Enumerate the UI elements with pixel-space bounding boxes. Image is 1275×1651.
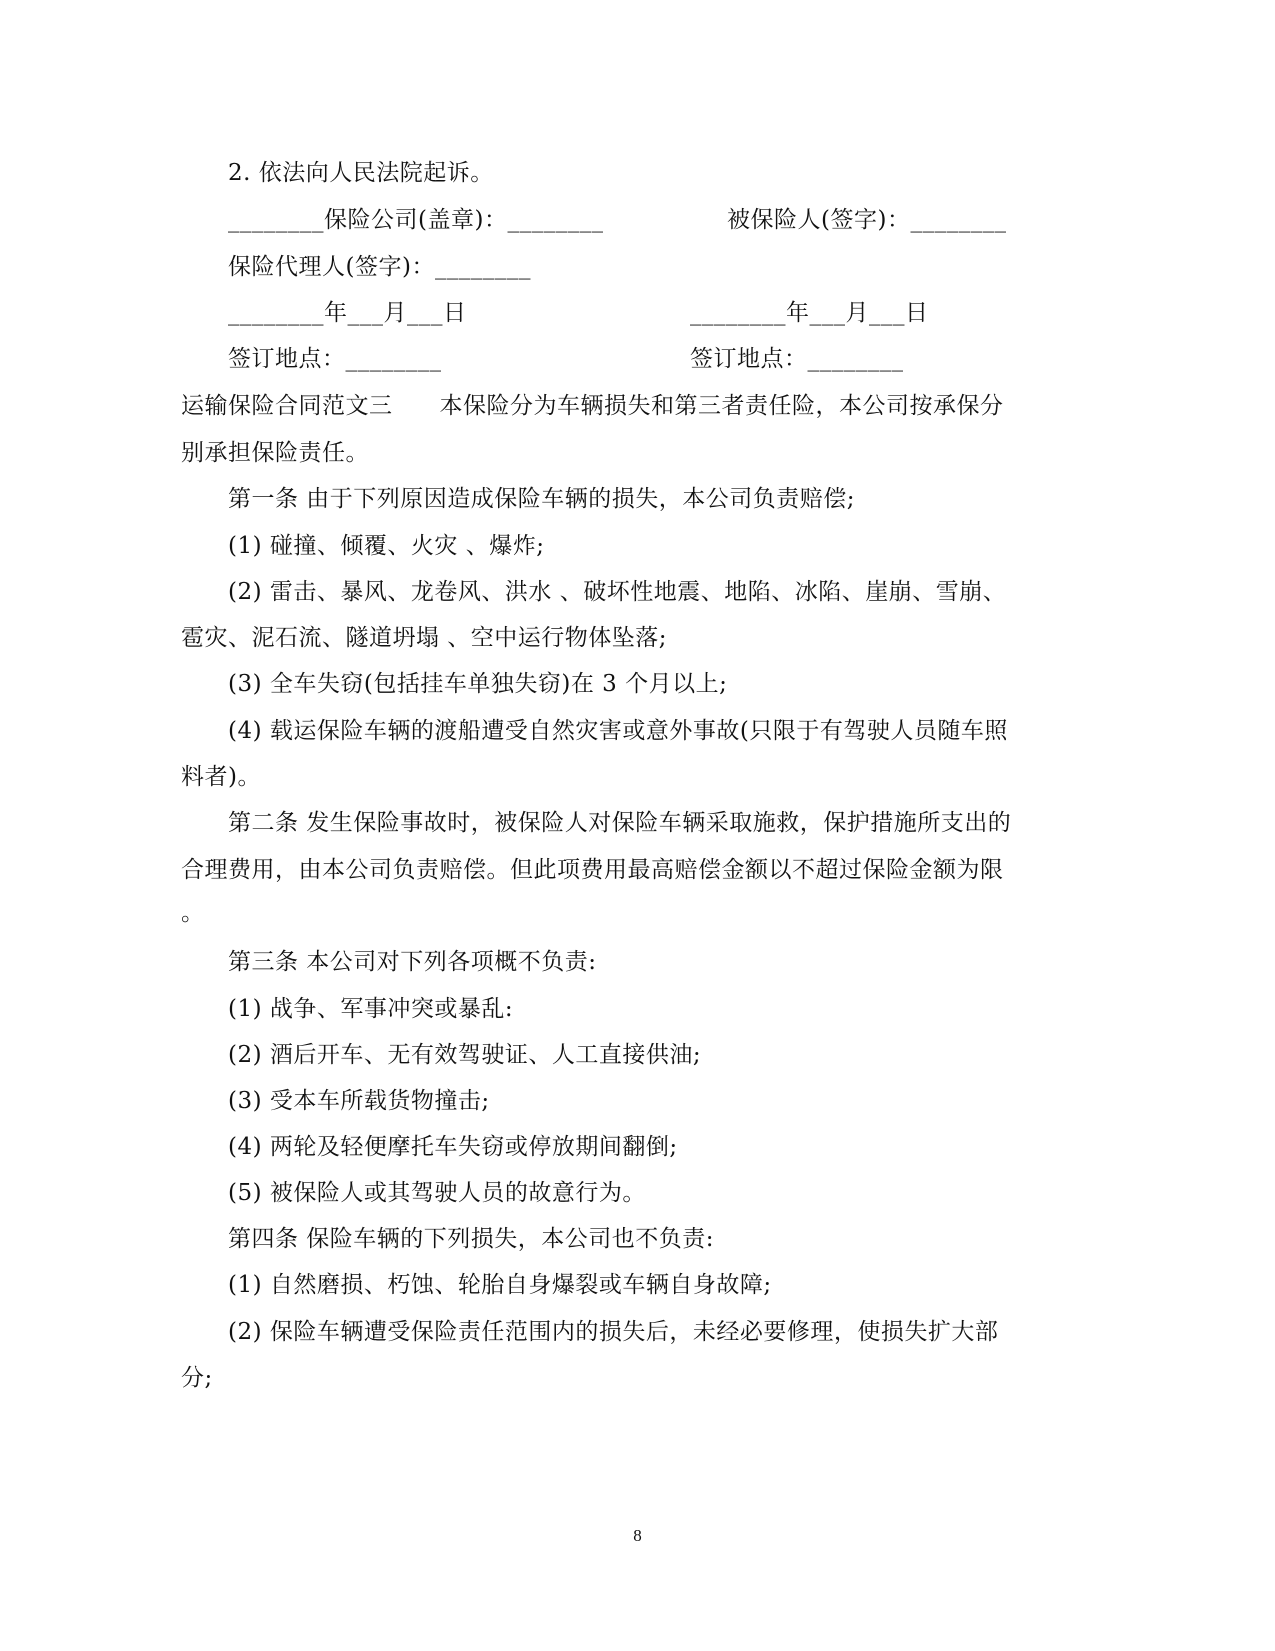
- list-item: (2) 保险车辆遭受保险责任范围内的损失后，未经必要修理，使损失扩大部: [228, 1319, 999, 1345]
- article-2: 第二条 发生保险事故时，被保险人对保险车辆采取施救，保护措施所支出的: [228, 810, 1012, 836]
- page-number: 8: [633, 1526, 642, 1545]
- paragraph-lawsuit: 2. 依法向人民法院起诉。: [228, 160, 494, 186]
- article-4: 第四条 保险车辆的下列损失，本公司也不负责:: [228, 1226, 715, 1252]
- signing-place-left: 签订地点：________: [228, 346, 442, 372]
- article-2-end: 。: [181, 900, 205, 926]
- article-2-cont: 合理费用，由本公司负责赔偿。但此项费用最高赔偿金额以不超过保险金额为限: [181, 857, 1004, 883]
- paragraph-line: 别承担保险责任。: [181, 440, 369, 466]
- list-item: (1) 战争、军事冲突或暴乱:: [228, 996, 514, 1022]
- list-item: (5) 被保险人或其驾驶人员的故意行为。: [228, 1180, 646, 1206]
- list-item-cont: 雹灾、泥石流、隧道坍塌 、空中运行物体坠落;: [181, 625, 668, 651]
- article-1: 第一条 由于下列原因造成保险车辆的损失，本公司负责赔偿;: [228, 486, 856, 512]
- list-item: (1) 自然磨损、朽蚀、轮胎自身爆裂或车辆自身故障;: [228, 1272, 772, 1298]
- date-right: ________年___月___日: [690, 300, 929, 326]
- list-item: (3) 全车失窃(包括挂车单独失窃)在 3 个月以上;: [228, 671, 728, 697]
- signature-insured: 被保险人(签字)：________: [727, 207, 1007, 233]
- signing-place-right: 签订地点：________: [690, 346, 904, 372]
- signature-agent: 保险代理人(签字)：________: [228, 254, 531, 280]
- list-item: (2) 雷击、暴风、龙卷风、洪水 、破坏性地震、地陷、冰陷、崖崩、雪崩、: [228, 579, 1007, 605]
- list-item-cont: 分;: [181, 1365, 213, 1391]
- list-item: (3) 受本车所载货物撞击;: [228, 1088, 490, 1114]
- article-3: 第三条 本公司对下列各项概不负责:: [228, 949, 597, 975]
- date-left: ________年___月___日: [228, 300, 467, 326]
- list-item-cont: 料者)。: [181, 764, 261, 790]
- section-heading: 运输保险合同范文三 本保险分为车辆损失和第三者责任险，本公司按承保分: [181, 393, 1004, 419]
- list-item: (2) 酒后开车、无有效驾驶证、人工直接供油;: [228, 1042, 702, 1068]
- list-item: (1) 碰撞、倾覆、火灾 、爆炸;: [228, 533, 545, 559]
- list-item: (4) 两轮及轻便摩托车失窃或停放期间翻倒;: [228, 1134, 678, 1160]
- signature-insurer: ________保险公司(盖章)：________: [228, 207, 604, 233]
- list-item: (4) 载运保险车辆的渡船遭受自然灾害或意外事故(只限于有驾驶人员随车照: [228, 718, 1008, 744]
